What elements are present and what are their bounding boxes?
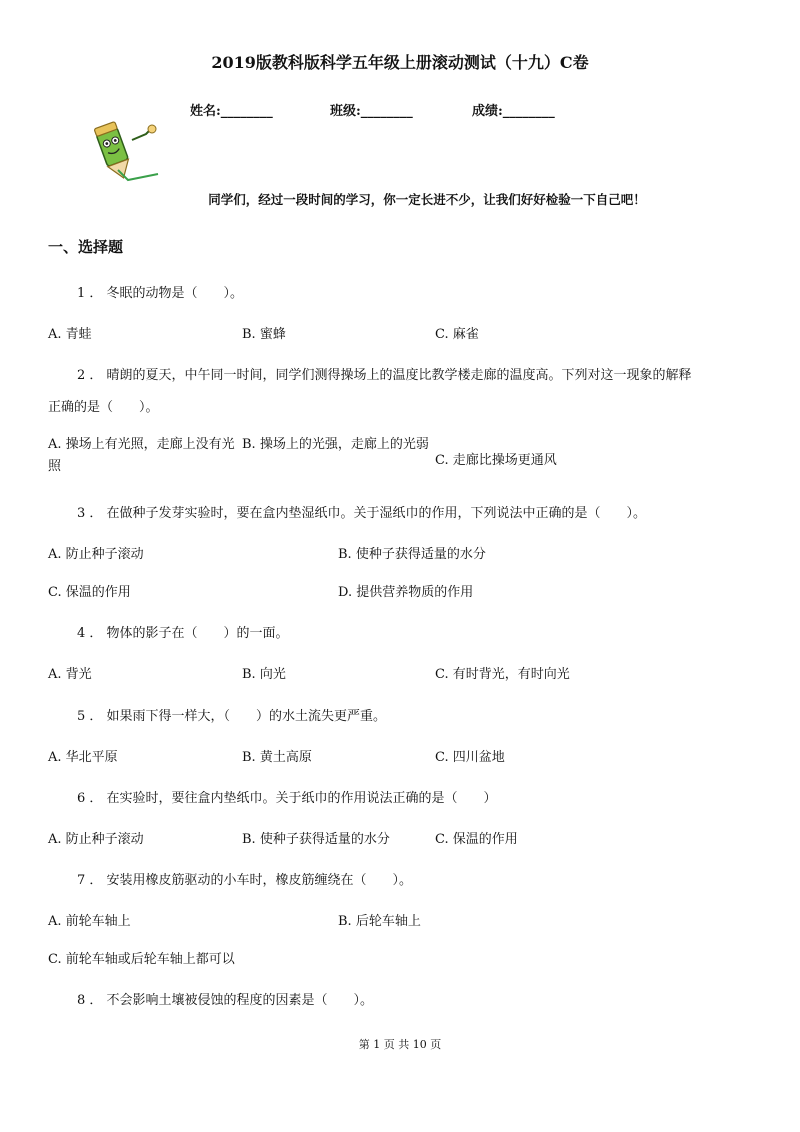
q6-option-b: B. 使种子获得适量的水分: [242, 832, 390, 847]
question-2-stem-line2: 正确的是（ ）。: [48, 400, 159, 415]
q3-option-c: C. 保温的作用: [48, 585, 131, 600]
q1-option-b: B. 蜜蜂: [242, 327, 286, 342]
q6-option-a: A. 防止种子滚动: [48, 832, 144, 847]
question-6-stem: 6 ． 在实验时，要往盒内垫纸巾。关于纸巾的作用说法正确的是（ ）: [77, 791, 497, 806]
q6-option-c: C. 保温的作用: [435, 832, 518, 847]
q1-option-c: C. 麻雀: [435, 327, 479, 342]
page-title: 2019版教科版科学五年级上册滚动测试（十九）C卷: [211, 53, 589, 72]
intro-text: 同学们，经过一段时间的学习，你一定长进不少，让我们好好检验一下自己吧！: [208, 192, 646, 207]
section-heading: 一、选择题: [48, 238, 124, 256]
q7-option-c: C. 前轮车轴或后轮车轴上都可以: [48, 952, 235, 967]
question-8-stem: 8 ． 不会影响土壤被侵蚀的程度的因素是（ ）。: [77, 993, 374, 1008]
q1-option-a: A. 青蛙: [48, 327, 92, 342]
q2-option-b: B. 操场上的光强，走廊上的光弱: [242, 437, 429, 452]
q4-option-a: A. 背光: [48, 667, 92, 682]
q3-option-d: D. 提供营养物质的作用: [338, 585, 474, 600]
q2-option-a: A. 操场上有光照，走廊上没有光照: [48, 437, 235, 474]
q5-option-a: A. 华北平原: [48, 750, 118, 765]
question-7-stem: 7 ． 安装用橡皮筋驱动的小车时，橡皮筋缠绕在（ ）。: [77, 873, 413, 888]
q4-option-c: C. 有时背光，有时向光: [435, 667, 570, 682]
q4-option-b: B. 向光: [242, 667, 286, 682]
pencil-mascot-icon: [88, 118, 164, 184]
question-2-stem-line1: 2 ． 晴朗的夏天，中午同一时间，同学们测得操场上的温度比教学楼走廊的温度高。下列对这一现象的解释: [77, 368, 692, 383]
page-footer: 第 1 页 共 10 页: [358, 1038, 442, 1051]
question-1-stem: 1 ． 冬眠的动物是（ ）。: [77, 286, 244, 301]
q7-option-b: B. 后轮车轴上: [338, 914, 421, 929]
q3-option-a: A. 防止种子滚动: [48, 547, 144, 562]
class-field: 班级:________: [330, 104, 413, 119]
question-3-stem: 3 ． 在做种子发芽实验时，要在盒内垫湿纸巾。关于湿纸巾的作用，下列说法中正确的是（ ）。: [77, 506, 647, 521]
q5-option-c: C. 四川盆地: [435, 750, 505, 765]
score-field: 成绩:________: [472, 104, 555, 119]
name-field: 姓名:________: [190, 104, 273, 119]
q2-option-c: C. 走廊比操场更通风: [435, 453, 557, 468]
question-4-stem: 4 ． 物体的影子在（ ）的一面。: [77, 626, 289, 641]
q3-option-b: B. 使种子获得适量的水分: [338, 547, 486, 562]
q7-option-a: A. 前轮车轴上: [48, 914, 131, 929]
q5-option-b: B. 黄土高原: [242, 750, 312, 765]
question-5-stem: 5 ． 如果雨下得一样大，（ ）的水土流失更严重。: [77, 709, 387, 724]
